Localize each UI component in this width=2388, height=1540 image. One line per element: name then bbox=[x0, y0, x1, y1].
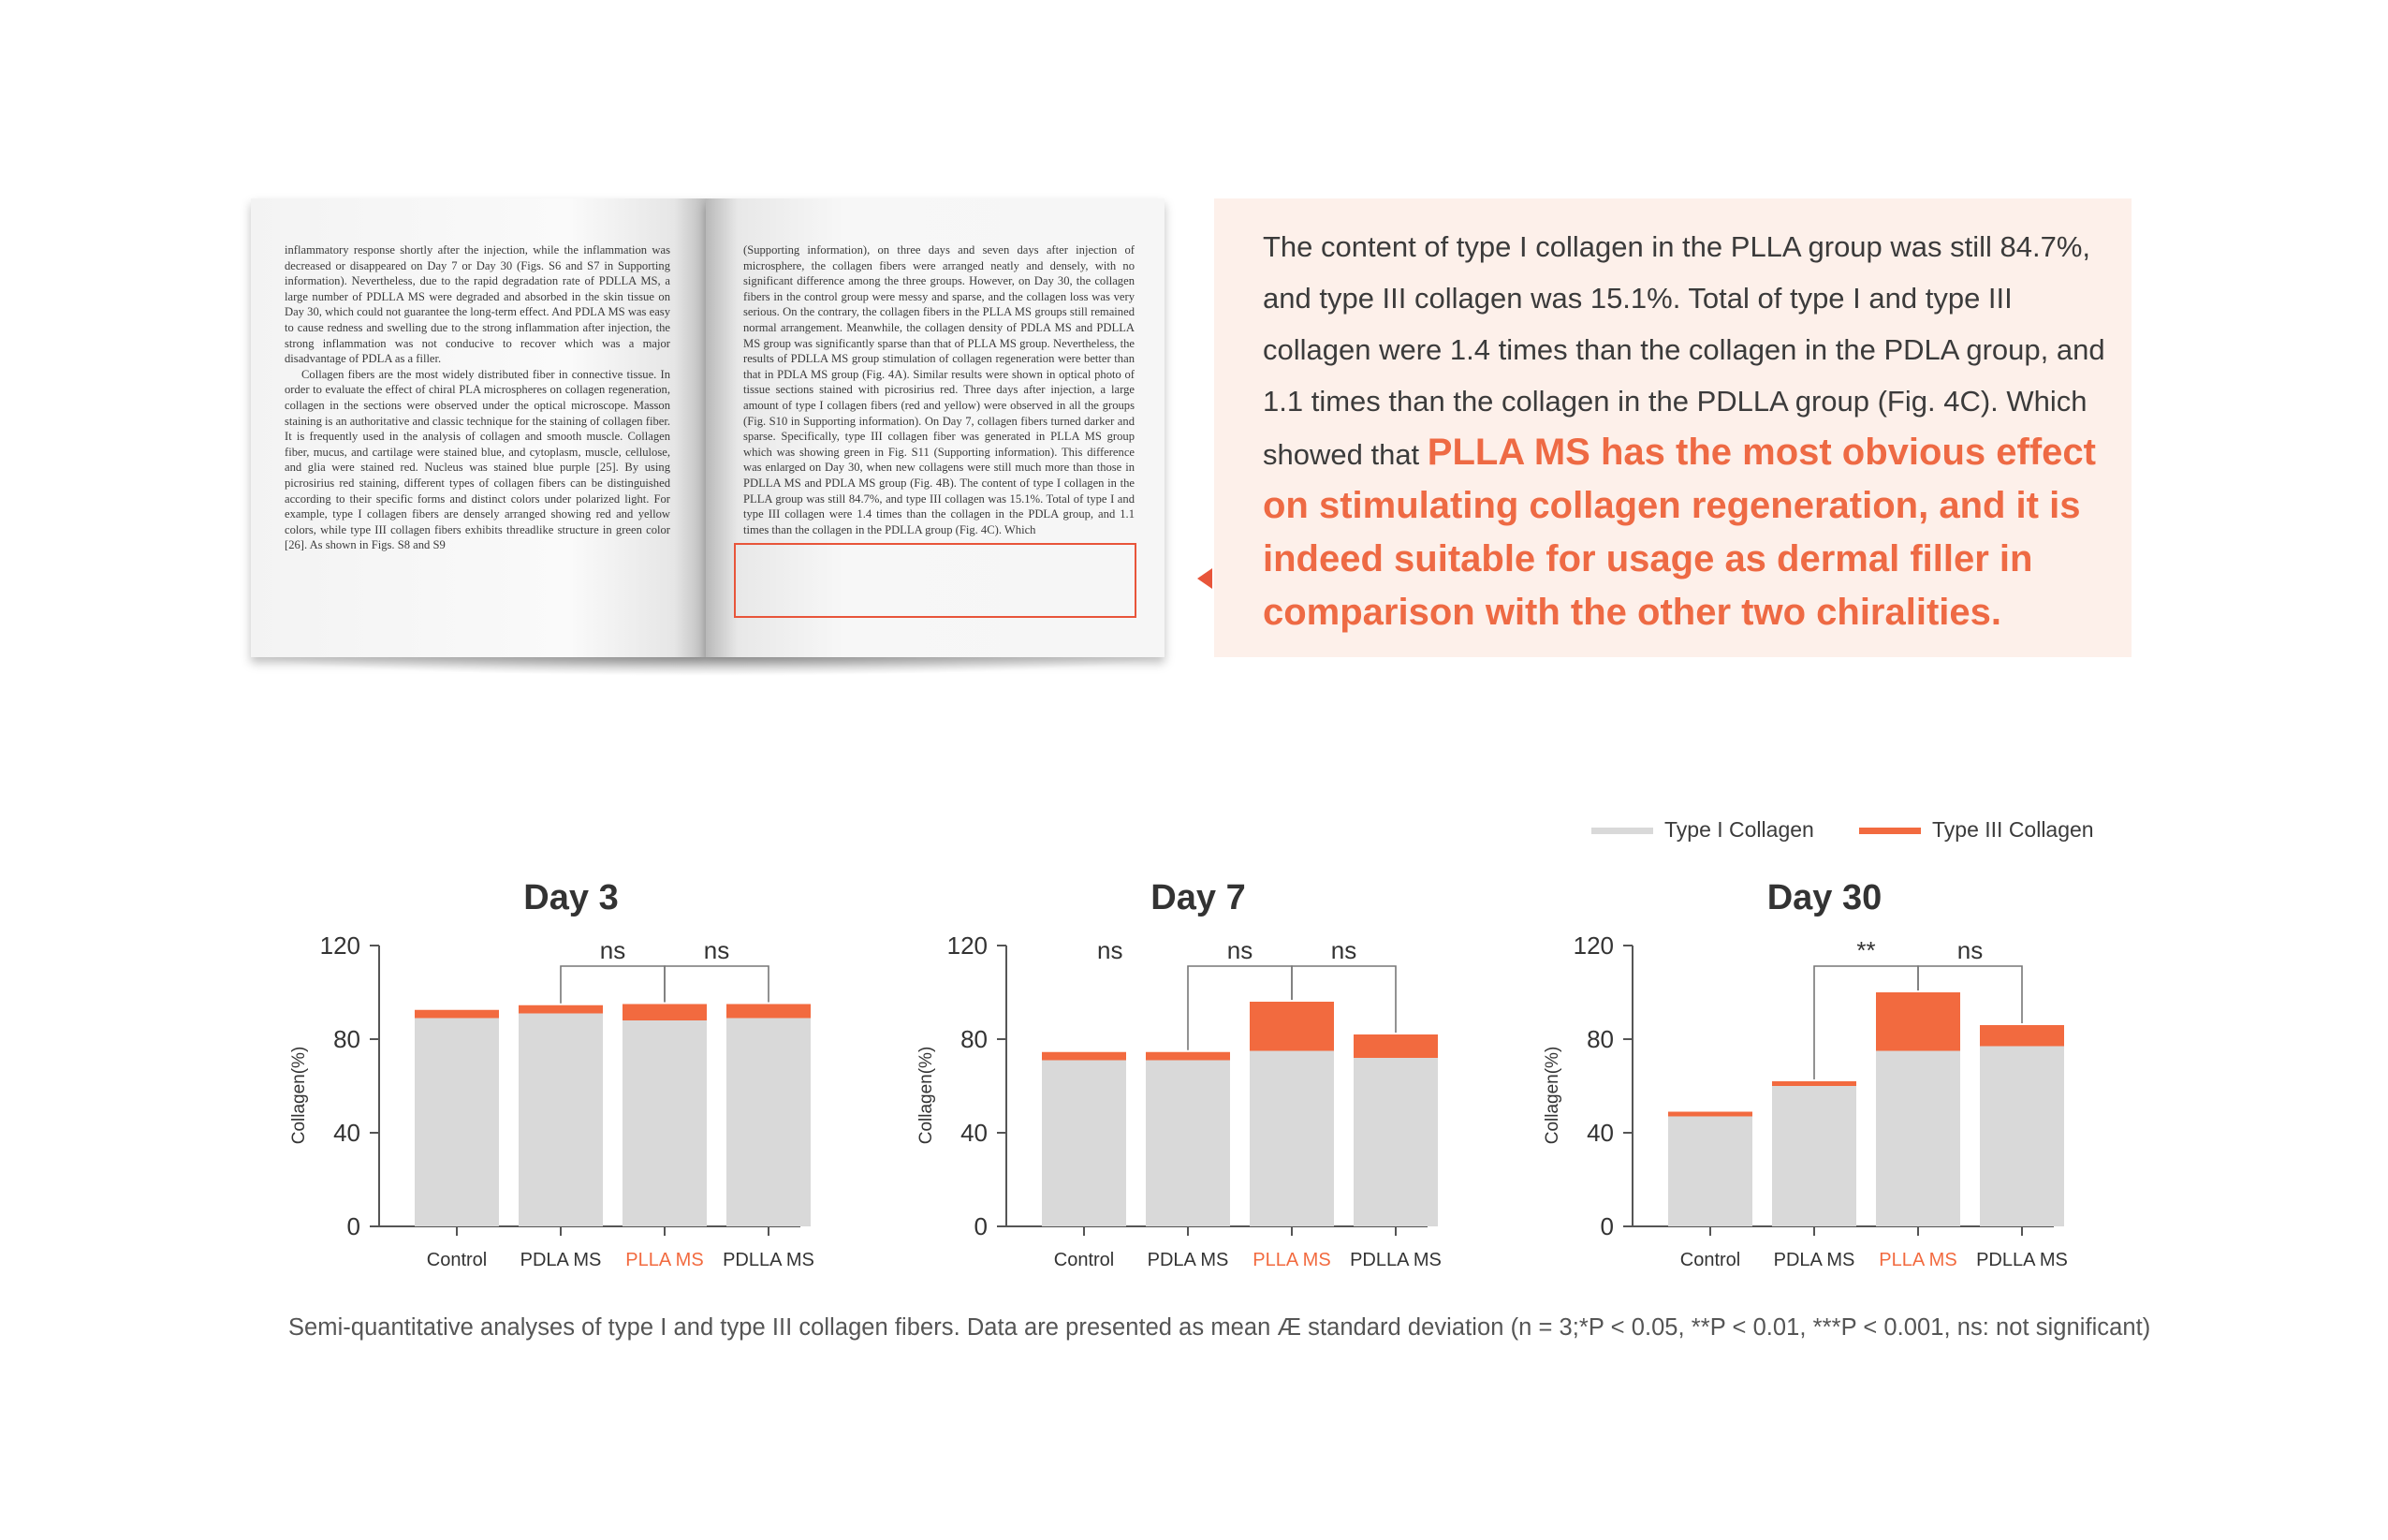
y-axis-title: Collagen(%) bbox=[916, 1046, 936, 1145]
significance-label: ns bbox=[1330, 936, 1357, 964]
bar-type1 bbox=[1980, 1047, 2064, 1227]
book-left-page bbox=[251, 198, 706, 657]
y-tick-label: 40 bbox=[960, 1119, 988, 1147]
significance-label: ns bbox=[1097, 936, 1123, 964]
y-tick-label: 80 bbox=[960, 1025, 988, 1053]
y-axis-title: Collagen(%) bbox=[1543, 1046, 1562, 1145]
chart-svg bbox=[899, 871, 1498, 1283]
y-tick-label: 0 bbox=[1600, 1212, 1614, 1240]
left-page-paragraph: inflammatory response shortly after the injection, while the inflammation was decreased or disappeared on Day 7 or Day 30 (Figs. S6 and S7 in Supporting information). Nevertheless, due to the rapid degradation rate of PDLLA MS, a large number of PDLLA MS were degraded and absorbed in the skin tissue on Day 30, which could not guarantee the long-term effect. And PDLA MS was easy to cause redness and swelling due to the strong inflammation after injection, the strong inflammation was not conducive to recover which was a major disadvantage of PDLA as a filler. bbox=[285, 243, 670, 366]
y-axis-title: Collagen(%) bbox=[289, 1046, 309, 1145]
legend-item-type1 bbox=[1591, 817, 1814, 843]
bar-type3 bbox=[623, 1005, 707, 1021]
chart-day-3 bbox=[271, 871, 871, 1283]
x-tick-label: Control bbox=[1679, 1250, 1741, 1270]
figure-caption: Semi-quantitative analyses of type I and type III collagen fibers. Data are presented as mean Æ standard deviation (n = 3;*P < 0.05, **P < 0.01, ***P < 0.001, ns: not significant) bbox=[288, 1314, 2151, 1341]
x-tick-label: PDLLA MS bbox=[1350, 1250, 1442, 1270]
bar-type1 bbox=[1668, 1117, 1752, 1227]
significance-label: ns bbox=[1226, 936, 1253, 964]
significance-bracket bbox=[561, 966, 665, 1004]
chart-day-7 bbox=[899, 871, 1498, 1283]
right-page-paragraph: (Supporting information), on three days and seven days after injection of microsphere, the collagen fibers were arranged neatly and densely, with no significant difference among the three groups. However, on Day 30, the collagen fibers in the control group were messy and sparse, and the collagen loss was very serious. On the contrary, the collagen fibers in the PLLA MS groups still remained normal arrangement. Meanwhile, the collagen density of PDLA MS and PDLLA MS group was significantly sparse than that of PLLA MS group. Nevertheless, the results of PDLLA MS group stimulation of collagen regeneration were better than that in PDLA MS group (Fig. 4A). Similar results were shown in optical photo of tissue sections stained with picrosirius red. Three days after injection, a large amount of type I collagen fibers (red and yellow) were observed in all the groups (Fig. S10 in Supporting information). On Day 7, collagen fibers turned darker and sparse. Specifically, type III collagen fiber was generated in PLLA MS group which was showing green in Fig. S11 (Supporting information). This difference was enlarged on Day 30, when new collagens were still much more than those in PDLLA MS and PDLA MS group (Fig. 4B). The content of type I collagen in the PLLA group was still 84.7%, and type III collagen was 15.1%. Total of type I and type III collagen were 1.4 times than the collagen in the PDLA group, and 1.1 times than the collagen in the PDLLA group (Fig. 4C). Which bbox=[743, 243, 1135, 536]
bar-type3 bbox=[1876, 992, 1960, 1051]
x-tick-label: PDLA MS bbox=[1147, 1250, 1229, 1270]
y-tick-label: 120 bbox=[319, 931, 360, 960]
right-page-text bbox=[743, 242, 1135, 537]
quote-emphasis: PLLA MS has the most obvious effect on stimulating collagen regeneration, and it is indeed suitable for usage as dermal filler in comparison with the other two chiralities. bbox=[1263, 432, 2096, 633]
x-tick-label: PDLA MS bbox=[1773, 1250, 1855, 1270]
chart-day-30 bbox=[1525, 871, 2124, 1283]
y-tick-label: 80 bbox=[333, 1025, 360, 1053]
y-tick-label: 120 bbox=[946, 931, 988, 960]
bar-type3 bbox=[1042, 1052, 1126, 1061]
legend-item-type3 bbox=[1859, 817, 2094, 843]
y-tick-label: 40 bbox=[333, 1119, 360, 1147]
significance-label: ns bbox=[703, 936, 730, 964]
x-tick-label: PDLLA MS bbox=[1976, 1250, 2068, 1270]
bar-type3 bbox=[1250, 1002, 1334, 1051]
bar-type3 bbox=[726, 1005, 811, 1019]
y-tick-label: 120 bbox=[1573, 931, 1614, 960]
chart-svg bbox=[1525, 871, 2124, 1283]
left-page-paragraph: Collagen fibers are the most widely distributed fiber in connective tissue. In order to evaluate the effect of chiral PLA microspheres on collagen regeneration, collagen in the sections were observed under the optical microscope. Masson staining is an authoritative and classic technique for the staining of collagen fiber. It is frequently used in the analysis of collagen and smooth muscle. Collagen fiber, mucus, and cartilage were stained blue, and cytoplasm, muscle, cellulose, and glia were stained red. Nucleus was stained blue purple [25]. By using picrosirius red staining, different types of collagen fibers can be distinguished according to their specific forms and distinct colors under polarized light. For example, type I collagen fibers are densely arranged showing red and yellow colors, while type III collagen fibers exhibits threadlike structure in green color [26]. As shown in Figs. S8 and S9 bbox=[285, 367, 670, 552]
bar-type1 bbox=[1876, 1051, 1960, 1227]
bar-type3 bbox=[1772, 1081, 1856, 1086]
pointer-arrow-icon bbox=[1197, 568, 1212, 589]
x-tick-label: PLLA MS bbox=[625, 1250, 704, 1270]
bar-type1 bbox=[1772, 1086, 1856, 1226]
x-tick-label: Control bbox=[1053, 1250, 1115, 1270]
y-tick-label: 0 bbox=[974, 1212, 988, 1240]
bar-type3 bbox=[1354, 1034, 1438, 1058]
quote-panel bbox=[1214, 198, 2132, 657]
legend-label-type3: Type III Collagen bbox=[1932, 817, 2094, 842]
significance-label: ns bbox=[599, 936, 626, 964]
quote-text bbox=[1263, 221, 2105, 640]
legend-swatch-type3 bbox=[1859, 828, 1921, 834]
significance-label: ** bbox=[1856, 936, 1876, 964]
bar-type1 bbox=[623, 1020, 707, 1226]
chart-title: Day 30 bbox=[1766, 878, 1883, 917]
legend-label-type1: Type I Collagen bbox=[1664, 817, 1814, 842]
y-tick-label: 0 bbox=[346, 1212, 360, 1240]
significance-bracket bbox=[665, 966, 769, 1003]
chart-svg bbox=[271, 871, 871, 1283]
chart-title: Day 7 bbox=[1150, 878, 1246, 917]
bar-type3 bbox=[1146, 1052, 1230, 1061]
x-tick-label: PDLLA MS bbox=[723, 1250, 814, 1270]
bar-type1 bbox=[415, 1019, 499, 1227]
bar-type3 bbox=[1980, 1025, 2064, 1047]
quote-normal: The content of type I collagen in the PLLA group was still 84.7%, and type III collagen was 15.1%. Total of type I and type III collagen were 1.4 times than the collagen in the PDLA group, and 1.1 times than the collagen in the PDLLA group (Fig. 4C). Which showed that bbox=[1263, 230, 2105, 471]
bar-type1 bbox=[1250, 1051, 1334, 1227]
highlight-box bbox=[734, 543, 1136, 618]
bar-type3 bbox=[519, 1005, 603, 1014]
x-tick-label: Control bbox=[426, 1250, 488, 1270]
x-tick-label: PLLA MS bbox=[1253, 1250, 1331, 1270]
x-tick-label: PLLA MS bbox=[1879, 1250, 1957, 1270]
book-image bbox=[251, 198, 1168, 695]
legend-swatch-type1 bbox=[1591, 828, 1653, 834]
x-tick-label: PDLA MS bbox=[520, 1250, 602, 1270]
left-page-text bbox=[285, 242, 670, 553]
bar-type1 bbox=[726, 1019, 811, 1227]
bar-type1 bbox=[1146, 1061, 1230, 1227]
bar-type1 bbox=[519, 1014, 603, 1227]
bar-type1 bbox=[1042, 1061, 1126, 1227]
chart-title: Day 3 bbox=[523, 878, 619, 917]
bar-type3 bbox=[415, 1010, 499, 1019]
y-tick-label: 40 bbox=[1587, 1119, 1614, 1147]
bar-type3 bbox=[1668, 1112, 1752, 1117]
significance-label: ns bbox=[1956, 936, 1984, 964]
y-tick-label: 80 bbox=[1587, 1025, 1614, 1053]
bar-type1 bbox=[1354, 1058, 1438, 1226]
